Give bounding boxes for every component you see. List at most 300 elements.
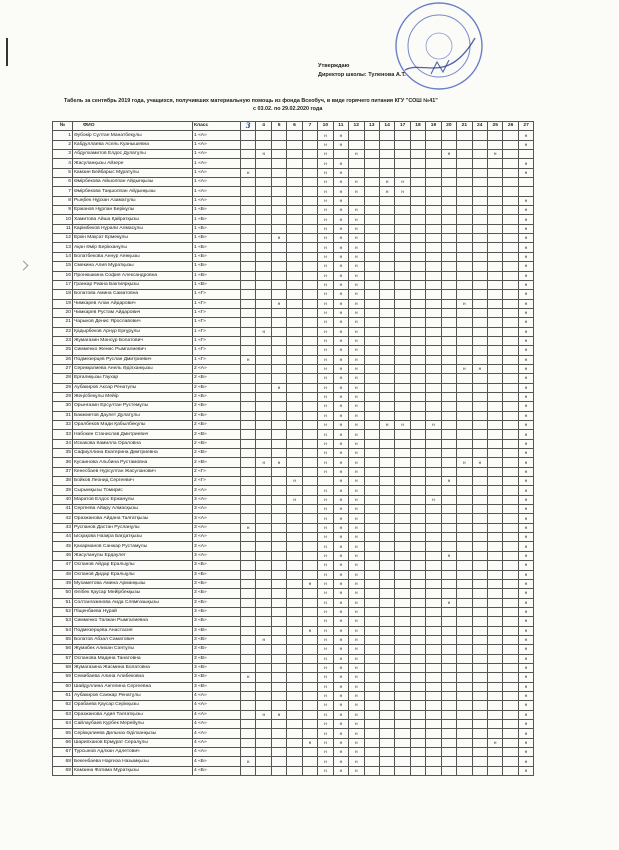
attendance-cell	[472, 738, 487, 747]
attendance-cell	[488, 607, 503, 616]
attendance-cell	[488, 691, 503, 700]
attendance-cell	[472, 439, 487, 448]
attendance-cell	[503, 252, 518, 261]
attendance-cell	[271, 757, 286, 766]
table-row	[53, 150, 534, 159]
attendance-cell	[271, 430, 286, 439]
attendance-cell	[379, 252, 394, 261]
attendance-cell	[318, 477, 333, 486]
table-row	[53, 280, 534, 289]
attendance-cell	[441, 701, 456, 710]
attendance-cell	[426, 738, 441, 747]
attendance-cell	[426, 654, 441, 663]
attendance-cell	[410, 271, 425, 280]
attendance-cell	[271, 243, 286, 252]
attendance-cell	[241, 299, 256, 308]
attendance-cell	[256, 168, 271, 177]
attendance-cell	[256, 729, 271, 738]
attendance-cell	[302, 561, 317, 570]
student-name: Болатова Амина Саматовна	[73, 290, 193, 299]
attendance-cell	[488, 421, 503, 430]
attendance-cell	[364, 757, 379, 766]
attendance-cell: н	[333, 318, 348, 327]
attendance-cell	[457, 673, 472, 682]
attendance-cell: н	[349, 701, 364, 710]
attendance-cell	[457, 262, 472, 271]
attendance-cell	[426, 355, 441, 364]
attendance-cell	[488, 411, 503, 420]
attendance-cell: н	[333, 449, 348, 458]
attendance-cell: н	[518, 196, 533, 205]
attendance-cell	[472, 523, 487, 532]
attendance-cell	[410, 626, 425, 635]
attendance-cell: н	[333, 710, 348, 719]
attendance-cell: н	[349, 271, 364, 280]
table-row	[53, 346, 534, 355]
row-number: 47	[53, 561, 73, 570]
student-name: Аубакиров Санжар Ренатұлы	[73, 691, 193, 700]
attendance-cell	[364, 542, 379, 551]
attendance-cell	[503, 206, 518, 215]
attendance-cell	[271, 645, 286, 654]
attendance-cell: н	[349, 748, 364, 757]
attendance-cell	[271, 196, 286, 205]
attendance-cell	[441, 140, 456, 149]
row-number: 58	[53, 663, 73, 672]
attendance-cell	[488, 346, 503, 355]
attendance-cell	[503, 589, 518, 598]
attendance-cell: н	[349, 645, 364, 654]
attendance-cell	[441, 215, 456, 224]
table-row	[53, 635, 534, 644]
attendance-cell: н	[318, 607, 333, 616]
student-name: Оспанов Айдар Ералыұлы	[73, 561, 193, 570]
student-class: 3 «Б»	[193, 579, 241, 588]
student-name: Мухаметова Амина Арманқызы	[73, 579, 193, 588]
table-row	[53, 598, 534, 607]
attendance-cell	[241, 308, 256, 317]
attendance-cell: н	[333, 570, 348, 579]
attendance-cell	[457, 738, 472, 747]
attendance-cell	[488, 757, 503, 766]
row-number: 55	[53, 635, 73, 644]
attendance-cell	[241, 430, 256, 439]
attendance-cell	[457, 383, 472, 392]
attendance-cell	[395, 477, 410, 486]
student-name: Карімбеков Нұрали Алмасұлы	[73, 224, 193, 233]
attendance-cell	[426, 224, 441, 233]
attendance-cell	[395, 720, 410, 729]
attendance-cell	[488, 635, 503, 644]
row-number: 52	[53, 607, 73, 616]
student-name: Кабдуллаева Асель Куанышевна	[73, 140, 193, 149]
attendance-cell	[302, 673, 317, 682]
table-row	[53, 318, 534, 327]
row-number: 16	[53, 271, 73, 280]
attendance-cell	[488, 729, 503, 738]
row-number: 22	[53, 327, 73, 336]
attendance-cell	[457, 355, 472, 364]
attendance-cell	[503, 439, 518, 448]
attendance-cell	[241, 691, 256, 700]
attendance-cell	[364, 514, 379, 523]
attendance-cell	[241, 467, 256, 476]
student-class: 4 «А»	[193, 738, 241, 747]
attendance-cell	[271, 523, 286, 532]
row-number: 25	[53, 346, 73, 355]
attendance-cell	[379, 196, 394, 205]
attendance-cell	[287, 280, 302, 289]
attendance-cell	[410, 710, 425, 719]
student-class: 3 «А»	[193, 533, 241, 542]
row-number: 15	[53, 262, 73, 271]
attendance-cell	[457, 402, 472, 411]
attendance-cell	[395, 383, 410, 392]
attendance-cell	[426, 757, 441, 766]
attendance-cell: н	[518, 271, 533, 280]
attendance-cell	[287, 579, 302, 588]
attendance-cell: н	[318, 738, 333, 747]
row-number: 56	[53, 645, 73, 654]
table-row	[53, 159, 534, 168]
attendance-cell	[302, 710, 317, 719]
attendance-cell: н	[395, 421, 410, 430]
attendance-cell	[379, 589, 394, 598]
header-day: 25	[488, 122, 503, 131]
attendance-cell: н	[241, 523, 256, 532]
row-number: 20	[53, 308, 73, 317]
attendance-cell: н	[333, 635, 348, 644]
row-number: 8	[53, 196, 73, 205]
attendance-cell: н	[318, 271, 333, 280]
student-class: 1 «Б»	[193, 206, 241, 215]
attendance-cell	[441, 327, 456, 336]
row-number: 5	[53, 168, 73, 177]
attendance-cell	[441, 168, 456, 177]
attendance-cell	[441, 505, 456, 514]
attendance-cell: н	[379, 421, 394, 430]
attendance-cell	[287, 505, 302, 514]
attendance-cell	[241, 598, 256, 607]
attendance-cell	[488, 327, 503, 336]
attendance-cell	[488, 533, 503, 542]
attendance-cell	[364, 720, 379, 729]
student-class: 4 «А»	[193, 729, 241, 738]
attendance-cell	[441, 196, 456, 205]
student-class: 1 «А»	[193, 178, 241, 187]
attendance-cell	[472, 645, 487, 654]
attendance-cell	[441, 392, 456, 401]
attendance-cell	[364, 766, 379, 775]
table-row	[53, 140, 534, 149]
attendance-cell	[503, 178, 518, 187]
attendance-cell	[410, 607, 425, 616]
attendance-cell	[488, 617, 503, 626]
attendance-cell	[256, 598, 271, 607]
attendance-cell	[287, 150, 302, 159]
header-num: №	[53, 122, 73, 131]
attendance-cell	[271, 729, 286, 738]
row-number: 61	[53, 691, 73, 700]
attendance-cell	[395, 561, 410, 570]
attendance-cell	[472, 589, 487, 598]
attendance-cell	[241, 514, 256, 523]
attendance-cell	[503, 458, 518, 467]
attendance-cell	[241, 766, 256, 775]
table-row	[53, 196, 534, 205]
attendance-cell	[302, 589, 317, 598]
row-number: 69	[53, 766, 73, 775]
attendance-cell	[364, 607, 379, 616]
attendance-cell	[395, 748, 410, 757]
attendance-cell	[379, 308, 394, 317]
attendance-cell	[379, 336, 394, 345]
student-name: Орабаева Қаусар Серікқызы	[73, 701, 193, 710]
table-row	[53, 607, 534, 616]
attendance-cell	[271, 626, 286, 635]
attendance-cell	[302, 439, 317, 448]
attendance-cell: н	[518, 159, 533, 168]
attendance-cell	[271, 439, 286, 448]
attendance-cell: н	[349, 318, 364, 327]
attendance-cell: н	[333, 523, 348, 532]
attendance-cell	[256, 243, 271, 252]
attendance-cell: н	[349, 477, 364, 486]
attendance-cell: н	[518, 720, 533, 729]
attendance-cell	[271, 159, 286, 168]
attendance-cell	[379, 579, 394, 588]
attendance-cell	[302, 206, 317, 215]
attendance-cell	[488, 486, 503, 495]
attendance-cell	[271, 178, 286, 187]
student-name: Жұмабек Алихан Сәятұлы	[73, 645, 193, 654]
attendance-cell: н	[518, 748, 533, 757]
attendance-cell	[364, 392, 379, 401]
student-class: 2 «Г»	[193, 467, 241, 476]
attendance-cell	[426, 766, 441, 775]
attendance-cell	[256, 495, 271, 504]
student-class: 1 «А»	[193, 187, 241, 196]
attendance-cell: н	[333, 458, 348, 467]
attendance-cell	[441, 383, 456, 392]
table-row	[53, 215, 534, 224]
attendance-cell	[488, 299, 503, 308]
attendance-cell	[287, 533, 302, 542]
attendance-cell	[287, 308, 302, 317]
attendance-cell	[503, 467, 518, 476]
attendance-cell	[379, 542, 394, 551]
attendance-cell	[472, 663, 487, 672]
row-number: 63	[53, 710, 73, 719]
header-day: 5	[271, 122, 286, 131]
attendance-cell	[379, 729, 394, 738]
attendance-cell	[379, 439, 394, 448]
attendance-cell	[472, 355, 487, 364]
attendance-cell	[302, 383, 317, 392]
attendance-cell	[241, 383, 256, 392]
attendance-cell	[302, 720, 317, 729]
attendance-cell	[410, 514, 425, 523]
attendance-cell	[410, 252, 425, 261]
attendance-cell	[271, 477, 286, 486]
attendance-cell	[287, 346, 302, 355]
attendance-cell	[441, 710, 456, 719]
attendance-cell: н	[349, 374, 364, 383]
attendance-cell: н	[333, 626, 348, 635]
attendance-cell	[472, 271, 487, 280]
attendance-cell	[241, 262, 256, 271]
table-row	[53, 486, 534, 495]
attendance-cell	[410, 458, 425, 467]
attendance-cell	[364, 280, 379, 289]
attendance-cell	[271, 449, 286, 458]
row-number: 38	[53, 477, 73, 486]
attendance-cell: н	[318, 355, 333, 364]
attendance-cell	[410, 533, 425, 542]
attendance-cell	[503, 663, 518, 672]
attendance-cell	[241, 477, 256, 486]
attendance-cell	[256, 364, 271, 373]
row-number: 7	[53, 187, 73, 196]
attendance-cell	[503, 421, 518, 430]
header-day: 3	[241, 122, 256, 131]
table-row	[53, 449, 534, 458]
student-name: Смекина Алия Мұратқызы	[73, 262, 193, 271]
row-number: 41	[53, 505, 73, 514]
table-row	[53, 131, 534, 140]
attendance-cell	[379, 262, 394, 271]
student-class: 1 «Г»	[193, 336, 241, 345]
attendance-cell	[503, 477, 518, 486]
attendance-cell	[364, 579, 379, 588]
attendance-cell	[364, 196, 379, 205]
attendance-cell	[241, 449, 256, 458]
attendance-cell	[472, 551, 487, 560]
attendance-cell	[457, 168, 472, 177]
attendance-cell	[503, 673, 518, 682]
attendance-cell: н	[318, 691, 333, 700]
table-row	[53, 561, 534, 570]
attendance-cell: н	[349, 299, 364, 308]
student-name: Серикқалиева Анель Әділханқызы	[73, 364, 193, 373]
attendance-cell	[271, 346, 286, 355]
attendance-cell	[395, 654, 410, 663]
attendance-cell	[410, 374, 425, 383]
attendance-cell	[410, 196, 425, 205]
attendance-cell	[441, 439, 456, 448]
row-number: 44	[53, 533, 73, 542]
attendance-cell: н	[518, 364, 533, 373]
attendance-cell	[441, 131, 456, 140]
table-row	[53, 533, 534, 542]
attendance-cell	[302, 654, 317, 663]
attendance-cell: н	[333, 280, 348, 289]
attendance-cell: н	[333, 607, 348, 616]
attendance-cell	[364, 570, 379, 579]
attendance-cell	[395, 271, 410, 280]
attendance-cell	[302, 598, 317, 607]
attendance-cell: н	[333, 738, 348, 747]
attendance-cell	[410, 234, 425, 243]
attendance-cell	[457, 439, 472, 448]
attendance-cell	[488, 589, 503, 598]
row-number: 40	[53, 495, 73, 504]
row-number: 54	[53, 626, 73, 635]
attendance-cell	[410, 411, 425, 420]
attendance-cell	[503, 336, 518, 345]
attendance-cell	[256, 579, 271, 588]
row-number: 64	[53, 720, 73, 729]
attendance-cell	[488, 551, 503, 560]
attendance-cell	[379, 271, 394, 280]
student-name: Камзина Фатима Мұратқызы	[73, 766, 193, 775]
attendance-cell: н	[349, 533, 364, 542]
attendance-cell: н	[518, 290, 533, 299]
attendance-cell	[302, 336, 317, 345]
attendance-cell	[457, 505, 472, 514]
attendance-cell: н	[349, 720, 364, 729]
header-day: 6	[287, 122, 302, 131]
attendance-cell	[395, 336, 410, 345]
attendance-cell: н	[271, 710, 286, 719]
attendance-cell	[256, 561, 271, 570]
attendance-cell: н	[518, 486, 533, 495]
attendance-cell	[488, 579, 503, 588]
attendance-cell	[241, 290, 256, 299]
header-day: 27	[518, 122, 533, 131]
attendance-cell	[488, 505, 503, 514]
attendance-cell	[379, 411, 394, 420]
attendance-cell: н	[318, 523, 333, 532]
attendance-cell	[271, 682, 286, 691]
attendance-cell	[395, 374, 410, 383]
attendance-cell	[241, 486, 256, 495]
attendance-cell	[503, 346, 518, 355]
attendance-cell	[457, 589, 472, 598]
table-row	[53, 645, 534, 654]
attendance-cell	[503, 654, 518, 663]
attendance-cell	[426, 206, 441, 215]
row-number: 43	[53, 523, 73, 532]
attendance-cell: н	[426, 495, 441, 504]
attendance-cell	[364, 682, 379, 691]
attendance-cell: н	[318, 411, 333, 420]
attendance-cell: н	[333, 561, 348, 570]
attendance-cell: н	[318, 383, 333, 392]
attendance-cell	[503, 234, 518, 243]
student-name: Ақан Әмір Берікханұлы	[73, 243, 193, 252]
attendance-cell: н	[318, 626, 333, 635]
attendance-cell	[410, 570, 425, 579]
attendance-cell	[457, 570, 472, 579]
attendance-cell: н	[333, 748, 348, 757]
attendance-cell	[426, 280, 441, 289]
attendance-cell	[379, 720, 394, 729]
attendance-cell: н	[457, 299, 472, 308]
student-name: Искакова Камилла Ораловна	[73, 439, 193, 448]
attendance-cell: н	[349, 617, 364, 626]
attendance-cell	[256, 402, 271, 411]
attendance-cell	[426, 551, 441, 560]
attendance-cell	[457, 215, 472, 224]
attendance-table	[52, 121, 534, 776]
attendance-cell	[287, 421, 302, 430]
table-row	[53, 168, 534, 177]
attendance-cell	[426, 178, 441, 187]
attendance-cell	[364, 168, 379, 177]
attendance-cell	[472, 215, 487, 224]
student-name: Болатов Абзал Саматович	[73, 635, 193, 644]
